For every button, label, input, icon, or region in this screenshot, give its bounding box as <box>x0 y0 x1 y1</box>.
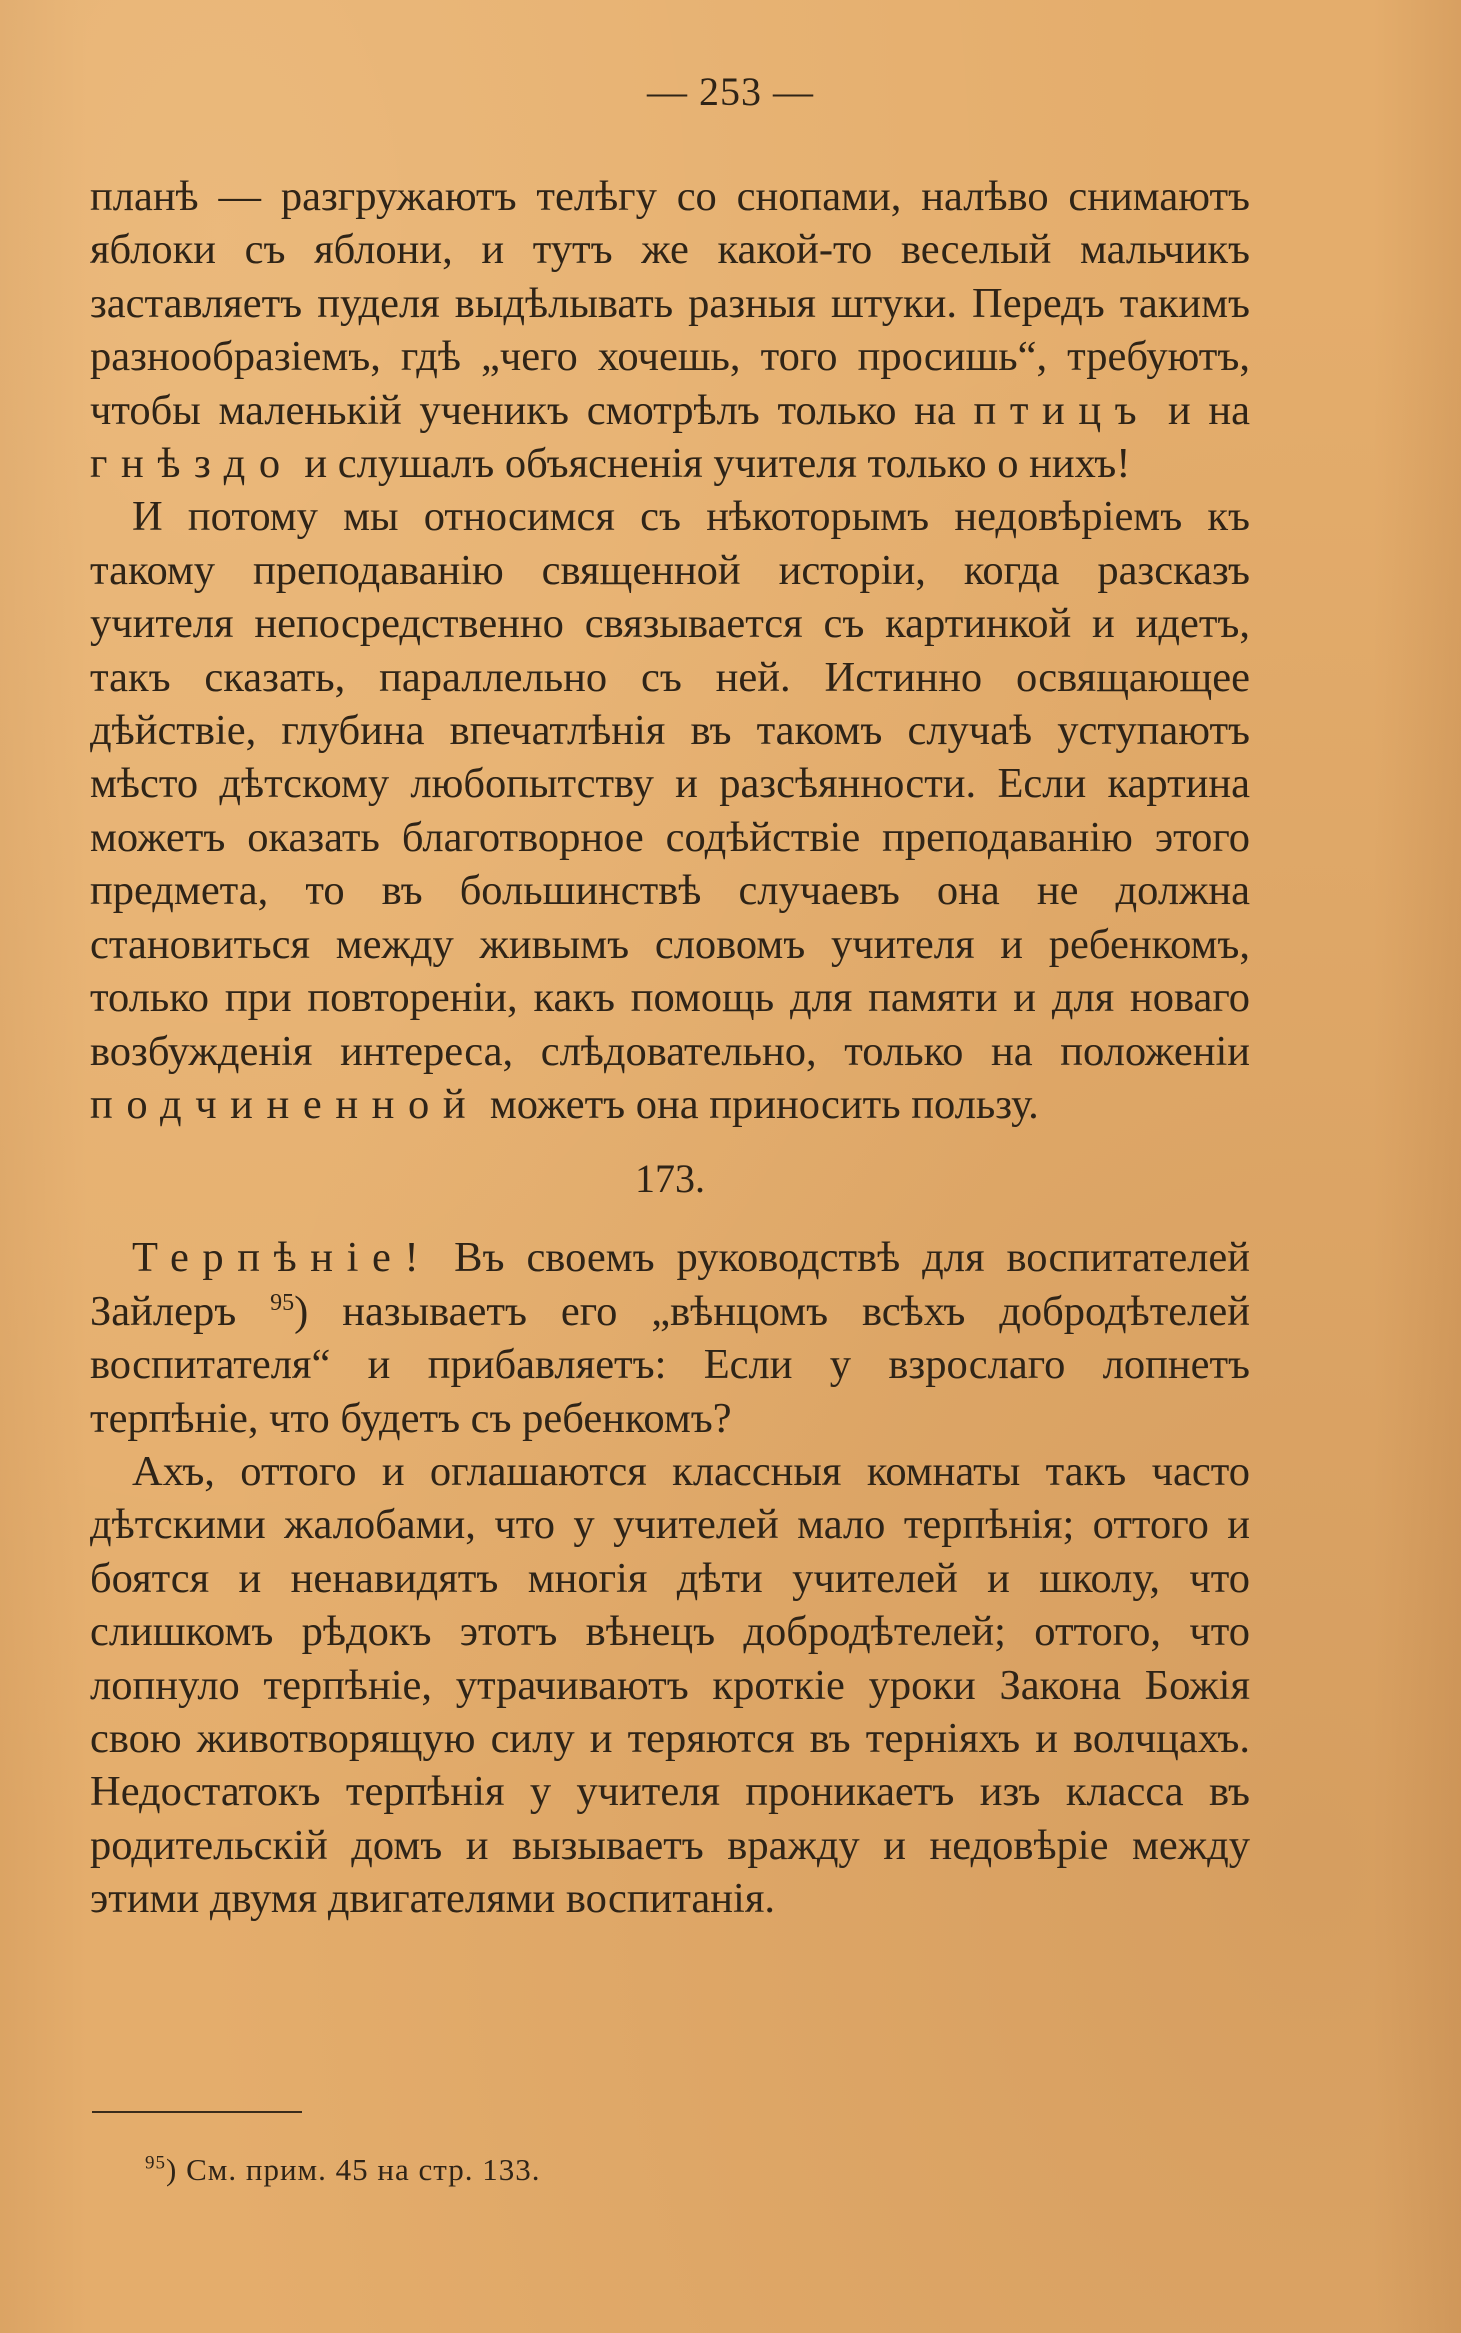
paragraph-2-text-b: можетъ она приносить пользу. <box>479 1080 1039 1128</box>
paragraph-3-text-a: Въ своемъ руководствѣ для воспитателей Зайлеръ <box>90 1234 1250 1335</box>
footnote <box>145 2150 540 2190</box>
paragraph-continued <box>90 170 1250 490</box>
paragraph-1-mid: и на <box>1150 386 1250 434</box>
section-number: 173. <box>635 1156 705 1202</box>
emphasis-subordinate: подчиненной <box>90 1080 480 1128</box>
page-number: — 253 — <box>647 69 814 114</box>
paragraph-3 <box>90 1231 1250 1445</box>
paragraph-2-text-a: И потому мы относимся съ нѣкоторымъ недовѣріемъ къ такому преподаванію священной исторіи, когда разсказъ учителя непосредственно связывается съ картинкой и идетъ, такъ сказать, параллельно съ ней. Истинно освящающее дѣйствіе, глубина впечатлѣнія въ такомъ случаѣ уступаютъ мѣсто дѣтскому любопытству и разсѣянности. Если картина можетъ оказать благотворное содѣйствіе преподаванію этого предмета, то въ большинствѣ случаевъ она не должна становиться между живымъ словомъ учителя и ребенкомъ, только при повтореніи, какъ помощь для памяти и для новаго возбужденія интереса, слѣдовательно, только на положеніи <box>90 493 1250 1075</box>
footnote-reference[interactable]: 95 <box>270 1289 295 1316</box>
main-text <box>90 170 1250 1926</box>
emphasis-patience: Терпѣніе! <box>132 1234 433 1282</box>
paragraph-1-text: планѣ — разгружаютъ телѣгу со снопами, налѣво снимаютъ яблоки съ яблони, и тутъ же какой-то веселый мальчикъ заставляетъ пуделя выдѣлывать разныя штуки. Передъ такимъ разнообразіемъ, гдѣ „чего хочешь, того просишь“, требуютъ, чтобы маленькій ученикъ смотрѣлъ только на <box>90 173 1250 434</box>
paragraph-1-end: и слушалъ объясненія учителя только о нихъ! <box>293 440 1131 488</box>
paragraph-4 <box>90 1445 1250 1926</box>
paragraph-4-text: Ахъ, оттого и оглашаются классныя комнаты такъ часто дѣтскими жалобами, что у учителей мало терпѣнія; оттого и боятся и ненавидятъ многія дѣти учителей и школу, что слишкомъ рѣдокъ этотъ вѣнецъ добродѣтелей; оттого, что лопнуло терпѣніе, утрачиваютъ кроткіе уроки Закона Божія свою животворящую силу и теряются въ терніяхъ и волчцахъ. Недостатокъ терпѣнія у учителя проникаетъ изъ класса въ родительскій домъ и вызываетъ вражду и недовѣріе между этими двумя двигателями воспитанія. <box>90 1447 1250 1923</box>
footnote-marker: 95 <box>145 2152 166 2174</box>
paragraph-2 <box>90 490 1250 1131</box>
emphasis-birds: птицъ <box>973 386 1151 434</box>
footnote-text: ) См. прим. 45 на стр. 133. <box>166 2152 541 2187</box>
paragraph-3-text-b: ) называетъ его „вѣнцомъ всѣхъ добродѣтелей воспитателя“ и прибавляетъ: Если у взрослаго лопнетъ терпѣніе, что будетъ съ ребенкомъ? <box>90 1287 1250 1442</box>
emphasis-nest: гнѣздо <box>90 440 294 488</box>
footnote-divider <box>92 2111 302 2113</box>
